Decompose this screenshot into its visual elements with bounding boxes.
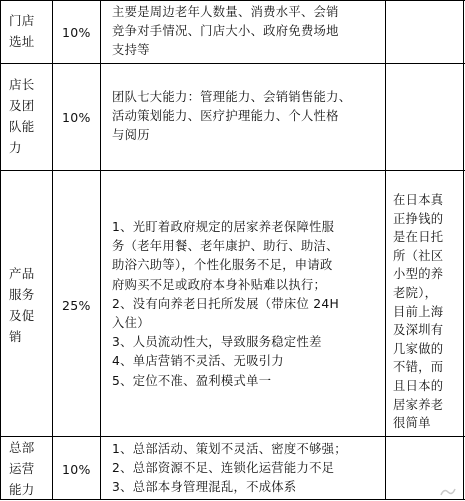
row-divider [0,499,465,500]
category-text: 销 [9,329,22,344]
details-line: 助浴六助等），个性化服务不足，申请政 [112,258,333,273]
watermark-icon [439,486,457,498]
details-cell [112,440,347,498]
category-text: 店长 [9,77,35,92]
details-line: 3、总部本身管理混乱，不成体系 [112,480,297,495]
note-line: 老院）， [393,285,438,300]
category-text: 及促 [9,308,35,323]
details-line: 1、光盯着政府规定的居家养老保障性服 [112,220,335,234]
category-cell [9,437,35,500]
details-cell [112,218,339,391]
note-line: 很简单 [393,416,431,431]
note-line: 且日本的 [393,378,444,393]
weight-cell: 10% [62,110,91,125]
category-text: 总部 [9,440,35,455]
details-line: 府购买不足或政府本身补贴难以执行； [112,277,327,292]
column-divider [52,0,53,500]
note-line: 正挣钱的 [393,211,444,226]
details-line: 2、总部资源不足、连锁化运营能力不足 [112,461,335,476]
details-line: 4、单店营销不灵活、无吸引力 [112,354,284,369]
details-cell [112,3,339,61]
category-cell [9,10,35,52]
note-line: 是在日托 [393,230,444,245]
details-line: 竞争对手情况、门店大小、政府免费场地 [112,24,339,39]
category-text: 运营 [9,461,35,476]
note-cell [393,191,443,433]
column-divider [100,0,101,500]
row-divider [0,170,465,171]
row-divider [0,0,465,1]
category-text: 队能 [9,119,35,134]
row-divider [0,63,465,64]
note-line: 小型的养 [393,267,444,282]
note-line: 不错，而 [393,360,444,375]
details-line: 与阅历 [112,128,150,143]
weight-cell: 10% [62,25,91,40]
category-cell [9,74,35,158]
details-line: 1、总部活动、策划不灵活、密度不够强； [112,442,347,456]
details-line: 入住） [112,316,150,331]
details-line: 2、没有向养老日托所发展（带床位 24H [112,296,340,311]
weight-cell: 25% [62,298,91,313]
category-text: 力 [9,140,22,155]
note-line: 目前上海 [393,304,444,319]
note-line: 及深圳有 [393,323,444,338]
note-line: 所（社区 [393,248,444,263]
category-text: 服务 [9,287,35,302]
weight-cell: 10% [62,462,91,477]
note-line: 在日本真 [393,193,444,207]
column-divider [0,0,1,500]
details-cell [112,88,351,146]
details-line: 5、定位不准、盈利模式单一 [112,373,272,388]
details-line: 活动策划能力、医疗护理能力、个人性格 [112,109,339,124]
details-line: 团队七大能力：管理能力、会销销售能力、 [112,90,352,104]
category-text: 及团 [9,98,35,113]
column-divider [463,0,464,500]
note-line: 居家养老 [393,397,444,412]
category-text: 能力 [9,482,35,497]
note-line: 几家做的 [393,341,444,356]
category-text: 选址 [9,34,35,49]
category-text: 产品 [9,266,35,281]
details-line: 3、人员流动性大，导致服务稳定性差 [112,335,322,350]
details-line: 主要是周边老年人数量、消费水平、会销 [112,5,339,19]
column-divider [385,0,386,500]
category-cell [9,263,35,347]
category-text: 门店 [9,13,35,28]
row-divider [0,436,465,437]
details-line: 支持等 [112,43,150,58]
details-line: 务（老年用餐、老年康护、助行、助洁、 [112,239,339,254]
